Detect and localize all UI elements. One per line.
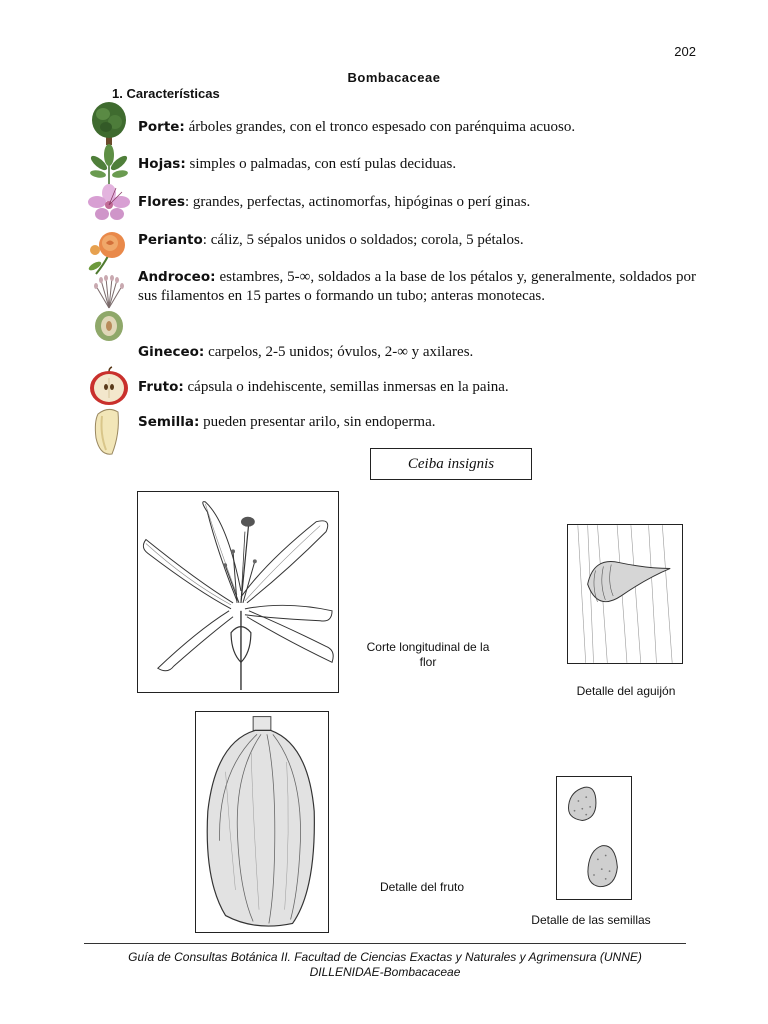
characteristic-label: Flores [138, 194, 185, 210]
characteristic-hojas [138, 155, 696, 174]
apple-icon [86, 366, 132, 406]
characteristic-label: Fruto: [138, 379, 184, 395]
characteristic-text: : grandes, perfectas, actinomorfas, hipóginas o perí ginas. [184, 194, 531, 210]
stamen-icon [86, 274, 132, 344]
page-title: Bombacaceae [347, 70, 441, 85]
fruit-caption: Detalle del fruto [379, 880, 465, 894]
species-name-box: Ceiba insignis [370, 448, 532, 480]
seeds-figure [556, 776, 632, 900]
flower-icon [86, 184, 132, 224]
characteristic-text: estambres, 5-∞, soldados a la base de los pétalos y, generalmente, soldados por sus filamentos en 15 partes o formando un tubo; anteras monotecas. [138, 269, 696, 304]
characteristic-porte [138, 118, 696, 137]
footer-divider [84, 943, 686, 944]
characteristic-text: árboles grandes, con el tronco espesado con parénquima acuoso. [184, 119, 576, 135]
characteristic-label: Perianto [138, 232, 203, 248]
characteristic-text: : cáliz, 5 sépalos unidos o soldados; corola, 5 pétalos. [202, 232, 524, 248]
characteristic-gineceo [138, 343, 696, 362]
footer-line-1: Guía de Consultas Botánica II. Facultad de Ciencias Exactas y Naturales y Agrimensura (UNNE) [128, 950, 642, 964]
characteristic-text: cápsula o indehiscente, semillas inmersas en la paina. [183, 379, 509, 395]
characteristic-label: Semilla: [138, 414, 200, 430]
characteristic-label: Hojas: [138, 156, 186, 172]
seeds-caption: Detalle de las semillas [531, 913, 651, 927]
rose-icon [86, 228, 132, 276]
thorn-caption: Detalle del aguijón [576, 684, 676, 698]
flower-section-figure [137, 491, 339, 693]
characteristic-perianto [138, 231, 696, 250]
characteristic-text: pueden presentar arilo, sin endoperma. [199, 414, 436, 430]
characteristic-fruto [138, 378, 696, 397]
characteristic-semilla [138, 413, 696, 432]
footer-line-2: DILLENIDAE-Bombacaceae [309, 965, 461, 979]
characteristic-label: Androceo: [138, 269, 216, 285]
characteristic-label: Porte: [138, 119, 185, 135]
characteristic-label: Gineceo: [138, 344, 205, 360]
flower-section-caption: Corte longitudinal de la flor [366, 640, 490, 669]
characteristic-text: simples o palmadas, con estí pulas deciduas. [185, 156, 457, 172]
section-heading: 1. Características [112, 86, 220, 101]
characteristic-flores [138, 193, 696, 212]
characteristic-androceo [138, 268, 696, 306]
leaf-icon [86, 143, 132, 187]
seed-icon [86, 404, 132, 458]
thorn-figure [567, 524, 683, 664]
fruit-figure [195, 711, 329, 933]
characteristic-text: carpelos, 2-5 unidos; óvulos, 2-∞ y axilares. [204, 344, 474, 360]
page-number: 202 [674, 44, 696, 59]
tree-icon [86, 100, 132, 146]
